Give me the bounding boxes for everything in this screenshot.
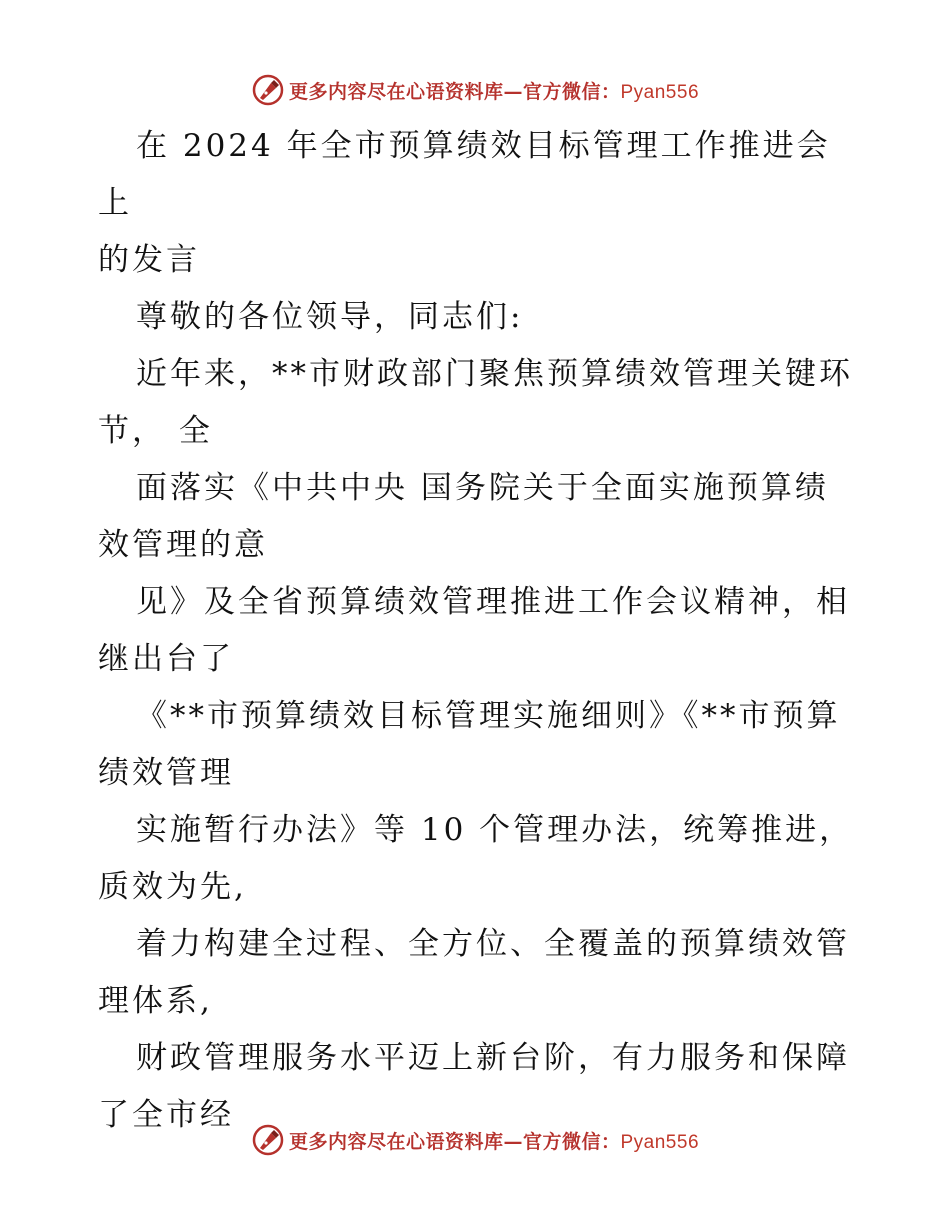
watermark-wechat-id: Pyan556 [620,1131,700,1153]
paragraph-continuation-line: 了全市经 [98,1097,234,1133]
header-watermark [0,70,950,110]
watermark-text: 更多内容尽在心语资料库—官方微信：Pyan556 [288,80,700,103]
paragraph-continuation-line: 节， 全 [98,413,213,449]
paragraph-line: 面落实《中共中央 国务院关于全面实施预算绩 [136,470,829,506]
paragraph-line: 在 2024 年全市预算绩效目标管理工作推进会上 [98,128,831,221]
paragraph-continuation-line: 继出台了 [98,641,234,677]
paragraph-line: 近年来，**市财政部门聚焦预算绩效管理关键环 [136,356,853,392]
paragraph-continuation-line: 的发言 [98,242,200,278]
paragraph-continuation-line: 绩效管理 [98,755,234,791]
watermark-wechat-id: Pyan556 [620,81,700,103]
paragraph-line: 着力构建全过程、全方位、全覆盖的预算绩效管 [136,926,850,962]
paragraph-line: 尊敬的各位领导，同志们: [136,299,524,335]
footer-watermark [0,1120,950,1160]
paragraph-line: 实施暂行办法》等 10 个管理办法，统筹推进， [136,812,854,848]
paragraph-line: 财政管理服务水平迈上新台阶，有力服务和保障 [136,1040,850,1076]
pen-nib-logo-icon [251,1123,285,1157]
watermark-text: 更多内容尽在心语资料库—官方微信：Pyan556 [288,1130,700,1153]
pen-nib-logo-icon [251,73,285,107]
paragraph-line: 《**市预算绩效目标管理实施细则》《**市预算 [136,698,841,734]
paragraph-line: 见》及全省预算绩效管理推进工作会议精神，相 [136,584,850,620]
document-body [98,118,858,1144]
paragraph-continuation-line: 理体系, [98,983,213,1019]
paragraph-continuation-line: 效管理的意 [98,527,268,563]
paragraph-continuation-line: 质效为先, [98,869,247,905]
